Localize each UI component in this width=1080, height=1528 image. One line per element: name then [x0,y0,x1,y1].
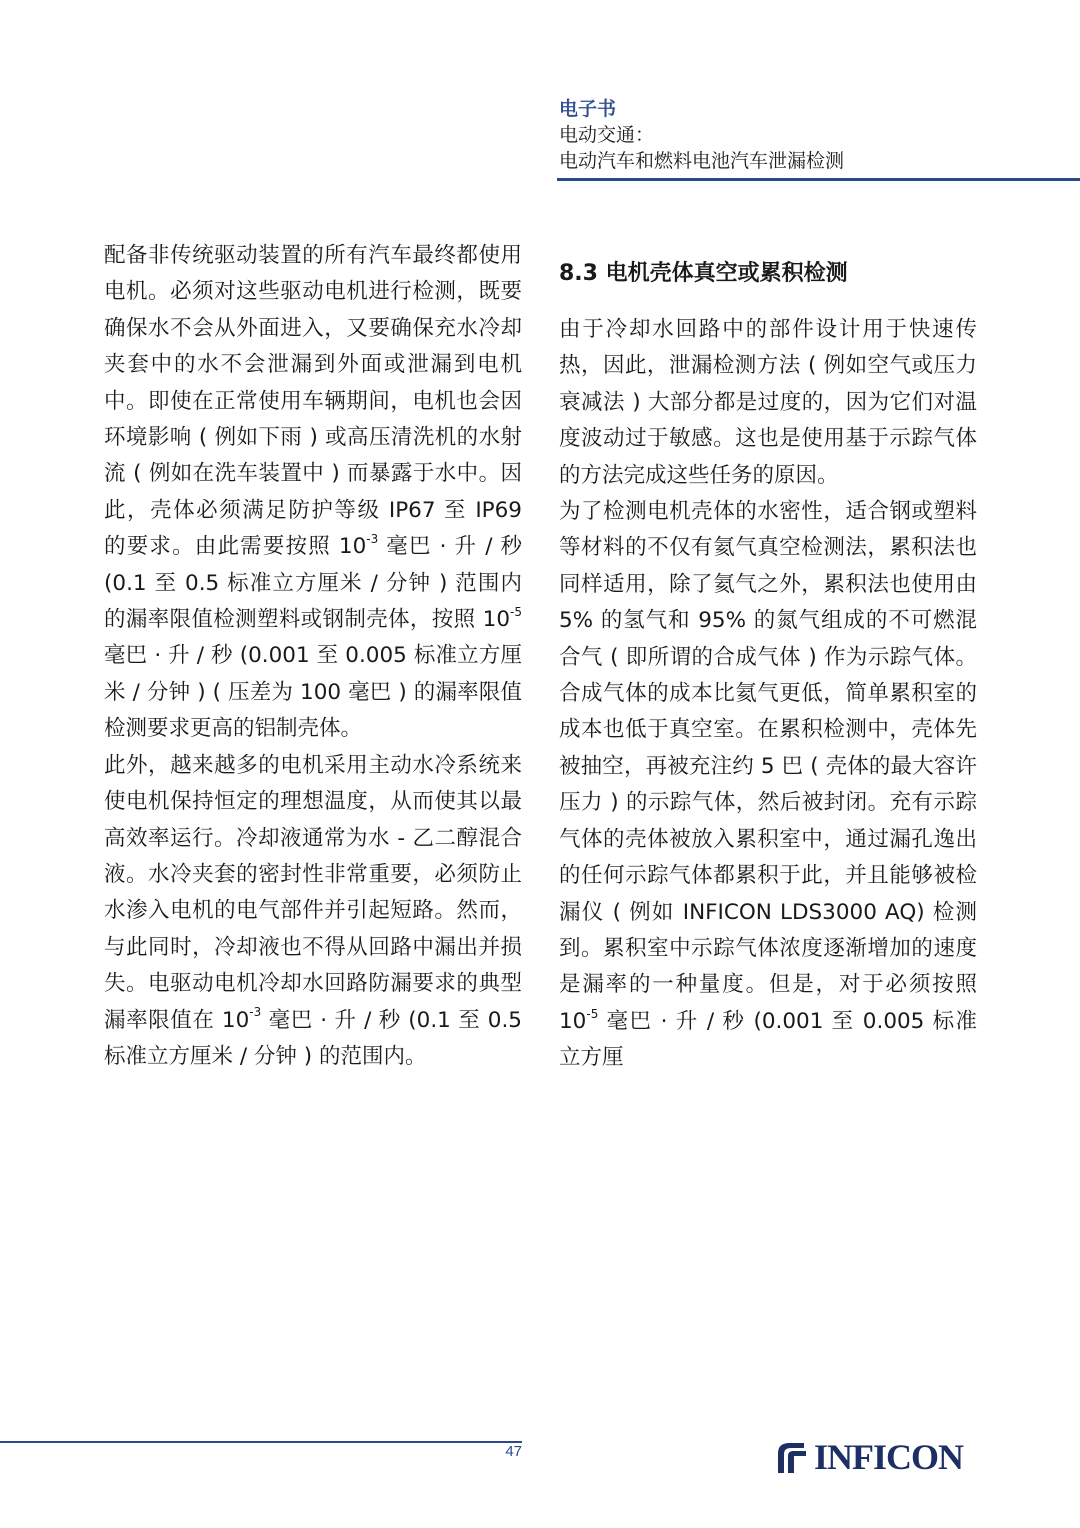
left-p1-text-b: 毫巴 · 升 / 秒 (0.1 至 0.5 标准立方厘米 / 分钟 ) 范围内的漏率限值检测塑料或钢制壳体，按照 10 [104,534,522,633]
header-title-line-1: 电动交通： [559,124,655,146]
left-paragraph-1 [104,238,522,748]
left-p2-text-a: 此外，越来越多的电机采用主动水冷系统来使电机保持恒定的理想温度，从而使其以最高效率运行。冷却液通常为水 - 乙二醇混合液。水冷夹套的密封性非常重要，必须防止水渗入电机的电气部件并引起短路。然而，与此同时，冷却液也不得从回路中漏出并损失。电驱动电机冷却水回路防漏要求的典型漏率限值在 10 [104,752,522,1033]
right-column [559,312,977,1077]
inficon-logo-icon [772,1439,810,1475]
left-paragraph-2 [104,748,522,1076]
left-column [104,238,522,1075]
left-p2-superscript: -3 [249,1005,262,1020]
header-divider [557,178,1080,181]
right-p2-text-b: 毫巴 · 升 / 秒 (0.001 至 0.005 标准立方厘 [559,1008,977,1071]
footer-divider [0,1441,522,1443]
logo-wordmark: INFICON [814,1437,964,1477]
left-p1-superscript-2: -5 [510,604,522,619]
left-p1-text-a: 配备非传统驱动装置的所有汽车最终都使用电机。必须对这些驱动电机进行检测，既要确保水不会从外面进入，又要确保充水冷却夹套中的水不会泄漏到外面或泄漏到电机中。即使在正常使用车辆期间，电机也会因环境影响 ( 例如下雨 ) 或高压清洗机的水射流 ( 例如在洗车装置中 ) 而暴露于水中。因此，壳体必须满足防护等级 IP67 至 IP69 的要求。由此需要按照 10 [104,243,522,560]
left-p1-text-c: 毫巴 · 升 / 秒 (0.001 至 0.005 标准立方厘米 / 分钟 ) ( 压差为 100 毫巴 ) 的漏率限值检测要求更高的铝制壳体。 [104,643,522,742]
right-p2-superscript: -5 [586,1006,599,1021]
right-paragraph-2 [559,494,977,1077]
header-title-line-2: 电动汽车和燃料电池汽车泄漏检测 [559,150,845,172]
right-paragraph-1: 由于冷却水回路中的部件设计用于快速传热，因此，泄漏检测方法 ( 例如空气或压力衰减法 ) 大部分都是过度的，因为它们对温度波动过于敏感。这也是使用基于示踪气体的方法完成这些任务的原因。 [559,317,977,488]
left-p1-superscript-1: -3 [366,532,379,547]
header-label: 电子书 [559,98,617,120]
header-block [559,96,1080,174]
right-p2-text-a: 为了检测电机壳体的水密性，适合钢或塑料等材料的不仅有氦气真空检测法，累积法也同样适用，除了氦气之外，累积法也使用由 5% 的氢气和 95% 的氮气组成的不可燃混合气 ( 即所谓的合成气体 ) 作为示踪气体。合成气体的成本比氦气更低，简单累积室的成本也低于真空室。在累积检测中，壳体先被抽空，再被充注约 5 巴 ( 壳体的最大容许压力 ) 的示踪气体，然后被封闭。充有示踪气体的壳体被放入累积室中，通过漏孔逸出的任何示踪气体都累积于此，并且能够被检漏仪 ( 例如 INFICON LDS3000 AQ) 检测到。累积室中示踪气体浓度逐渐增加的速度是漏率的一种量度。但是，对于必须按照 10 [559,499,977,1034]
left-p2-text-b: 毫巴 · 升 / 秒 (0.1 至 0.5 标准立方厘米 / 分钟 ) 的范围内。 [104,1007,522,1069]
section-heading: 8.3 电机壳体真空或累积检测 [559,261,848,286]
page-number: 47 [505,1443,522,1460]
inficon-logo [772,1437,963,1477]
